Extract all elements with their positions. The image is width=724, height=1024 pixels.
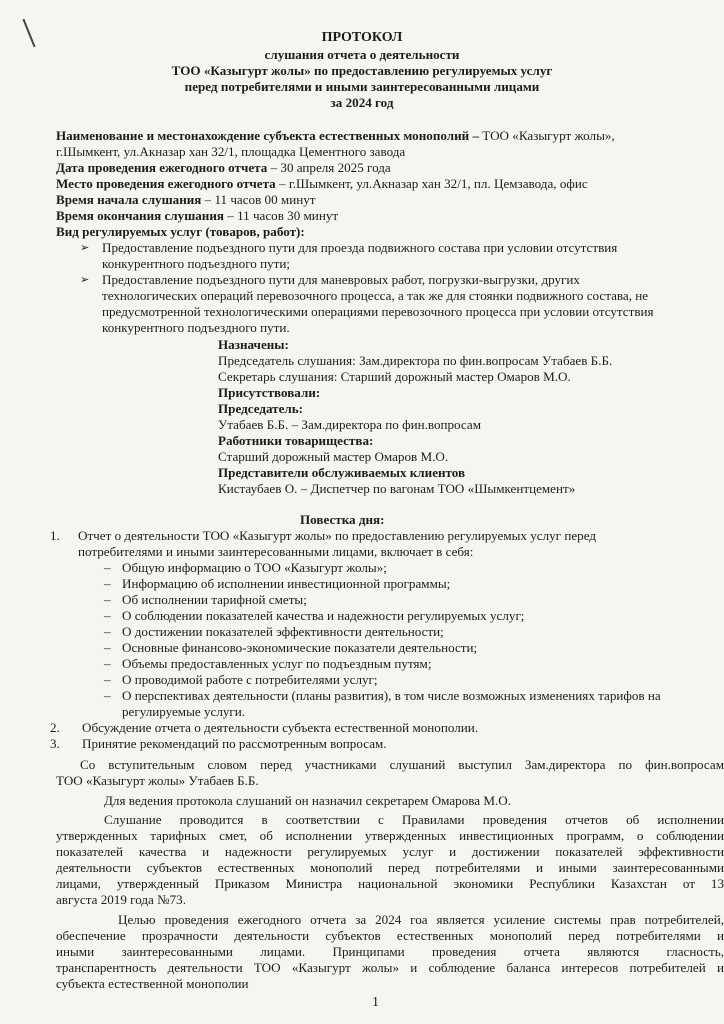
agenda-number-1: 1.: [50, 528, 60, 543]
arrow-bullet-icon: ➢: [80, 242, 90, 254]
place-value: – г.Шымкент, ул.Акназар хан 32/1, пл. Цемзавода, офис: [275, 176, 588, 191]
agenda-subitem: Основные финансово-экономические показатели деятельности;: [122, 640, 478, 655]
agenda-item-3: Принятие рекомендаций по рассмотренным вопросам.: [82, 736, 387, 751]
start-label: Время начала слушания: [56, 192, 202, 207]
appointed-heading: Назначены:: [218, 337, 289, 352]
chairman-heading: Председатель:: [218, 401, 304, 416]
client-name: Кистаубаев О. – Диспетчер по вагонам ТОО «Шымкентцемент»: [218, 481, 576, 496]
paragraph-3-line-1: Слушание проводится в соответствии с Правилами проведения отчетов об исполнении: [104, 812, 724, 827]
agenda-item-1-line-2: потребителями и иными заинтересованными лицами, включает в себя:: [78, 544, 474, 559]
start-value: – 11 часов 00 минут: [201, 192, 316, 207]
dash-bullet: –: [104, 608, 111, 623]
service-1-line-1: Предоставление подъездного пути для проезда подвижного состава при условии отсутствия: [102, 240, 618, 255]
entity-line: [56, 128, 615, 144]
clients-heading: Представители обслуживаемых клиентов: [218, 465, 466, 480]
agenda-subitem: О перспективах деятельности (планы развития), в том числе возможных изменениях тарифов на: [122, 688, 661, 703]
agenda-subitem: О проводимой работе с потребителями услуг;: [122, 672, 378, 687]
page-number: 1: [372, 995, 379, 1010]
document-title: ПРОТОКОЛ: [321, 30, 403, 45]
date-line: [56, 160, 391, 176]
worker-name: Старший дорожный мастер Омаров М.О.: [218, 449, 449, 464]
entity-label: Наименование и местонахождение субъекта естественных монополий –: [56, 128, 479, 143]
agenda-subitem-continuation: регулируемые услуги.: [122, 704, 246, 719]
paragraph-4-line-1: Целью проведения ежегодного отчета за 2024 гоа является усиление системы прав потребителей,: [118, 912, 724, 927]
end-value: – 11 часов 30 минут: [223, 208, 339, 223]
title-line-1: слушания отчета о деятельности: [264, 47, 460, 62]
title-line-3: перед потребителями и иными заинтересованными лицами: [184, 79, 540, 94]
entity-address: г.Шымкент, ул.Акназар хан 32/1, площадка Цементного завода: [56, 144, 406, 159]
paragraph-4-line-2: обеспечение прозрачности деятельности субъектов естественных монополий перед потребителями и: [56, 928, 724, 943]
agenda-number-3: 3.: [50, 736, 60, 751]
start-line: [56, 192, 316, 208]
workers-heading: Работники товарищества:: [218, 433, 374, 448]
paragraph-1-line-1: Со вступительным словом перед участниками слушаний выступил Зам.директора по фин.вопросам: [80, 757, 724, 772]
paragraph-3-line-5: лицами, утвержденный Приказом Министра национальной экономики Республики Казахстан от 13: [56, 876, 724, 891]
service-2-line-2: технологических операций перевозочного процесса, а так же для стоянки подвижного состава, не: [102, 288, 649, 303]
chair-appointed: Председатель слушания: Зам.директора по фин.вопросам Утабаев Б.Б.: [218, 353, 613, 368]
dash-bullet: –: [104, 640, 111, 655]
dash-bullet: –: [104, 560, 111, 575]
end-line: [56, 208, 338, 224]
services-label: Вид регулируемых услуг (товаров, работ):: [56, 224, 305, 239]
chairman-name: Утабаев Б.Б. – Зам.директора по фин.вопросам: [218, 417, 481, 432]
service-2-line-4: конкурентного подъездного пути.: [102, 320, 290, 335]
dash-bullet: –: [104, 672, 111, 687]
dash-bullet: –: [104, 576, 111, 591]
paragraph-3-line-4: деятельности субъектов естественных монополий перед потребителями и иными заинтересованными: [56, 860, 724, 875]
agenda-subitem: Об исполнении тарифной сметы;: [122, 592, 307, 607]
title-line-2: ТОО «Казыгурт жолы» по предоставлению регулируемых услуг: [171, 63, 553, 78]
agenda-number-2: 2.: [50, 720, 60, 735]
agenda-subitem: О соблюдении показателей качества и надежности регулируемых услуг;: [122, 608, 525, 623]
place-line: [56, 176, 588, 192]
paragraph-3-line-3: показателей качества и надежности регулируемых услуг и достижении показателей эффективности: [56, 844, 724, 859]
agenda-subitem: Объемы предоставленных услуг по подъездным путям;: [122, 656, 432, 671]
agenda-subitem: О достижении показателей эффективности деятельности;: [122, 624, 444, 639]
place-label: Место проведения ежегодного отчета: [56, 176, 276, 191]
dash-bullet: –: [104, 688, 111, 703]
date-label: Дата проведения ежегодного отчета: [56, 160, 268, 175]
end-label: Время окончания слушания: [56, 208, 224, 223]
secretary-appointed: Секретарь слушания: Старший дорожный мастер Омаров М.О.: [218, 369, 571, 384]
paragraph-3-line-2: утвержденных тарифных смет, об исполнении утвержденных инвестиционных программ, о соблюдении: [56, 828, 724, 843]
title-line-4: за 2024 год: [330, 95, 394, 110]
present-heading: Присутствовали:: [218, 385, 321, 400]
paragraph-1-line-2: ТОО «Казыгурт жолы» Утабаев Б.Б.: [56, 773, 259, 788]
dash-bullet: –: [104, 592, 111, 607]
service-2-line-1: Предоставление подъездного пути для маневровых работ, погрузки-выгрузки, других: [102, 272, 580, 287]
agenda-item-2: Обсуждение отчета о деятельности субъекта естественной монополии.: [82, 720, 479, 735]
agenda-subitem: Общую информацию о ТОО «Казыгурт жолы»;: [122, 560, 387, 575]
agenda-subitem: Информацию об исполнении инвестиционной программы;: [122, 576, 451, 591]
paragraph-4-line-5: субъекта естественной монополии: [56, 976, 249, 991]
paragraph-3-line-6: августа 2019 года №73.: [56, 892, 186, 907]
paragraph-4-line-4: транспарентность деятельности ТОО «Казыгурт жолы» и соблюдение баланса интересов потребителей и: [56, 960, 724, 975]
agenda-title: Повестка дня:: [300, 512, 385, 527]
date-value: – 30 апреля 2025 года: [267, 160, 391, 175]
paragraph-4-line-3: иными заинтересованными лицами. Принципами проведения отчета являются гласность,: [56, 944, 724, 959]
service-2-line-3: предусмотренной технологическими операциями перевозочного процесса при условии отсутствия: [102, 304, 654, 319]
service-1-line-2: конкурентного подъездного пути;: [102, 256, 290, 271]
dash-bullet: –: [104, 656, 111, 671]
arrow-bullet-icon: ➢: [80, 274, 90, 286]
entity-value: ТОО «Казыгурт жолы»,: [479, 128, 615, 143]
agenda-item-1-line-1: Отчет о деятельности ТОО «Казыгурт жолы» по предоставлению регулируемых услуг перед: [78, 528, 596, 543]
dash-bullet: –: [104, 624, 111, 639]
paragraph-2: Для ведения протокола слушаний он назначил секретарем Омарова М.О.: [104, 793, 512, 808]
